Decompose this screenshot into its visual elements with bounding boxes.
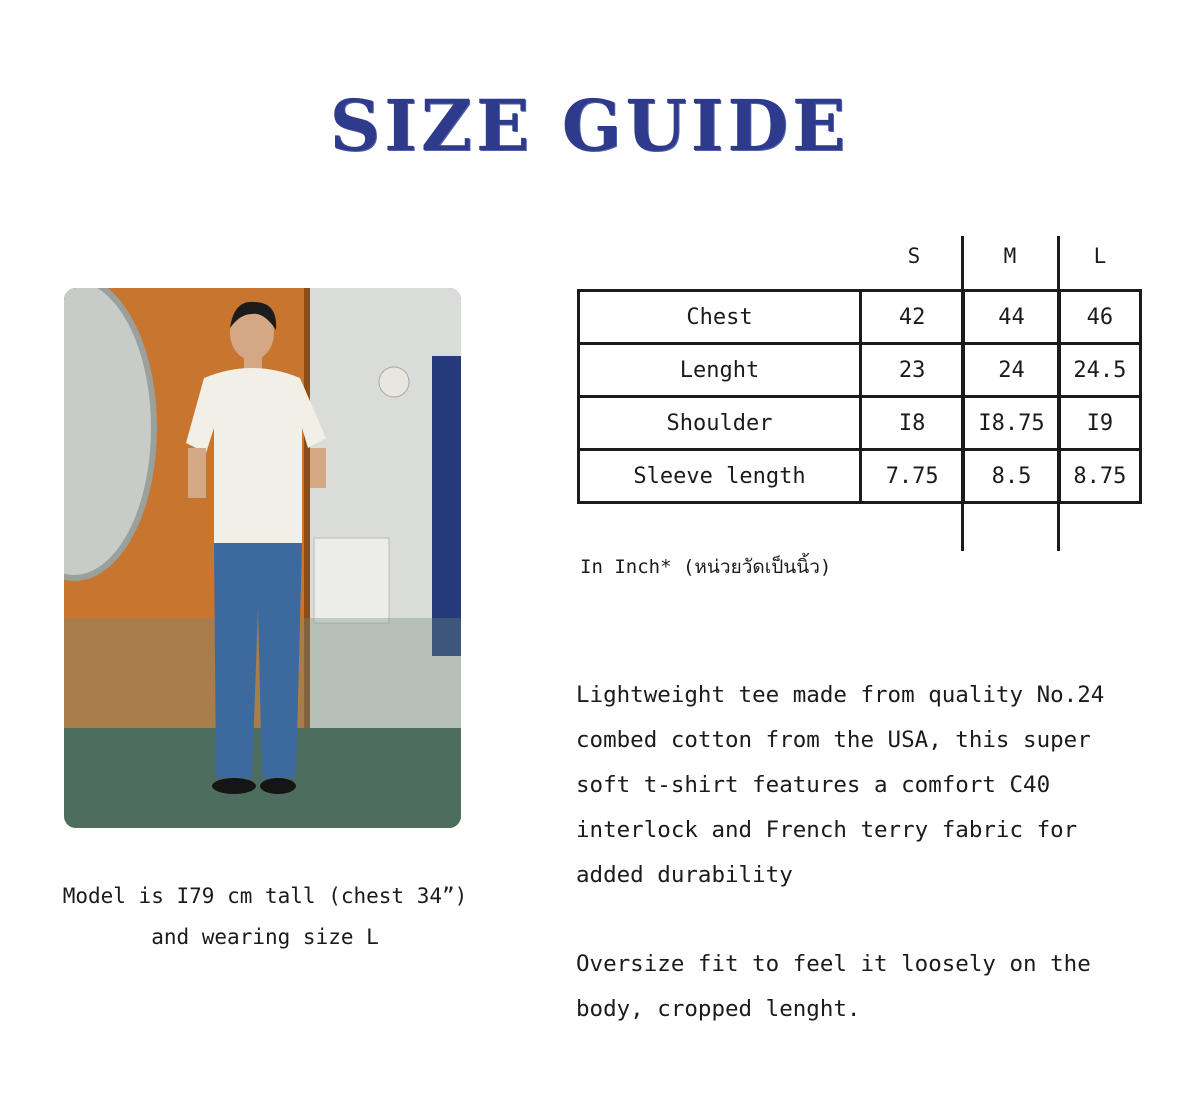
unit-note: In Inch* (หน่วยวัดเป็นนิ้ว)	[580, 556, 832, 578]
page-title: SIZE GUIDE	[329, 84, 850, 167]
size-header-l: L	[1093, 244, 1107, 268]
cell-value: I9	[1059, 397, 1140, 450]
row-label: Shoulder	[579, 397, 861, 450]
cell-value: 24.5	[1059, 344, 1140, 397]
description-paragraph-2: Oversize fit to feel it loosely on the body, cropped lenght.	[576, 951, 1091, 1022]
cell-value: 8.5	[964, 450, 1059, 503]
cell-value: 7.75	[861, 450, 964, 503]
row-label: Lenght	[579, 344, 861, 397]
description-paragraph-1: Lightweight tee made from quality No.24 combed cotton from the USA, this super soft t-shirt features a comfort C40 interlock and French terry fabric for added durability	[576, 682, 1105, 888]
cell-value: I8.75	[964, 397, 1059, 450]
table-row	[579, 344, 1141, 397]
size-header-m: M	[1003, 244, 1017, 268]
table-row	[579, 397, 1141, 450]
cell-value: 8.75	[1059, 450, 1140, 503]
cell-value: 46	[1059, 291, 1140, 344]
model-caption	[30, 876, 500, 958]
model-photo	[64, 288, 461, 828]
cell-value: 24	[964, 344, 1059, 397]
cell-value: 42	[861, 291, 964, 344]
model-caption-line1: Model is I79 cm tall (chest 34”)	[62, 884, 468, 908]
table-row	[579, 291, 1141, 344]
cell-value: I8	[861, 397, 964, 450]
cell-value: 23	[861, 344, 964, 397]
row-label: Chest	[579, 291, 861, 344]
row-label: Sleeve length	[579, 450, 861, 503]
model-caption-line2: and wearing size L	[151, 925, 379, 949]
table-row	[579, 450, 1141, 503]
size-table	[577, 289, 1142, 504]
size-header-s: S	[907, 244, 921, 268]
cell-value: 44	[964, 291, 1059, 344]
